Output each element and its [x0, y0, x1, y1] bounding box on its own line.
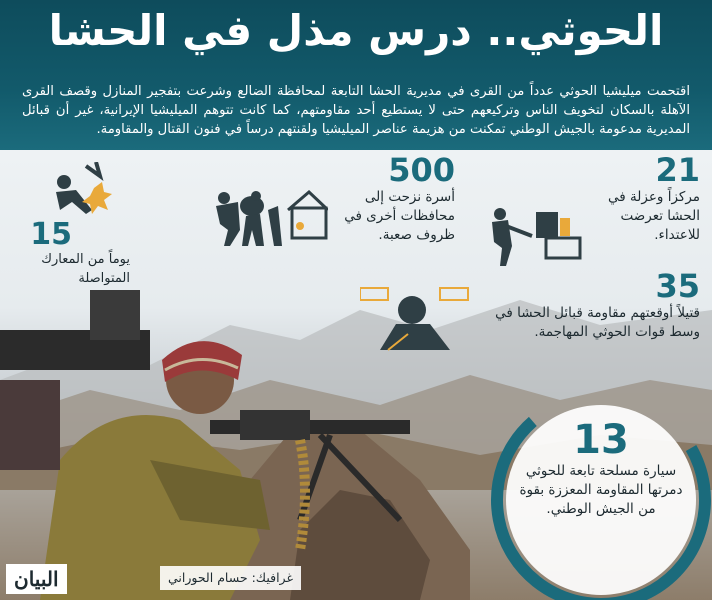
stat-centers-text: مركزاً وعزلة في الحشا تعرضت للاعتداء. — [608, 189, 700, 243]
attack-building-icon — [486, 206, 582, 266]
stat-families-number: 500 — [388, 151, 455, 189]
stat-families — [335, 152, 455, 245]
stat-days — [10, 218, 72, 252]
displaced-family-icon — [212, 190, 328, 246]
stat-killed — [472, 268, 700, 342]
graphic-credit: غرافيك: حسام الحوراني — [160, 566, 301, 590]
stat-vehicles — [512, 418, 690, 519]
stat-days-text: يوماً من المعارك المتواصلة — [41, 252, 130, 286]
explosion-icon — [46, 162, 112, 224]
header-band — [0, 0, 712, 150]
stat-days-number: 15 — [30, 217, 72, 252]
stat-days-caption — [10, 250, 130, 288]
stat-centers-number: 21 — [655, 151, 700, 189]
page-title: الحوثي.. درس مذل في الحشا — [48, 6, 664, 55]
stat-killed-number: 35 — [655, 267, 700, 305]
stat-centers — [590, 152, 700, 245]
fallen-fighter-icon — [360, 284, 470, 354]
stat-vehicles-text: سيارة مسلحة تابعة للحوثي دمرتها المقاومة المعززة بقوة من الجيش الوطني. — [519, 463, 683, 517]
stat-families-text: أسرة نزحت إلى محافظات أخرى في ظروف صعبة. — [344, 189, 455, 243]
intro-paragraph: اقتحمت ميليشيا الحوثي عدداً من القرى في مديرية الحشا التابعة لمحافظة الضالع وشرعت بتفجير المنازل وقصف القرى الآهلة بالسكان لتخويف الناس وتركيعهم حتى لا يستطيع أحد مقاومتهم، كما كانت تتوهم الميليشيا الإيرانية، غير أن قبائل المديرية مدعومة بالجيش الوطني تمكنت من هزيمة عناصر الميليشيا ولقنتهم درساً في فنون القتال والمقاومة. — [22, 84, 690, 137]
stat-vehicles-number: 13 — [573, 417, 629, 463]
publisher-logo: البيان — [6, 564, 67, 594]
stat-killed-text: قتيلاً أوقعتهم مقاومة قبائل الحشا في وسط قوات الحوثي المهاجمة. — [495, 305, 700, 340]
